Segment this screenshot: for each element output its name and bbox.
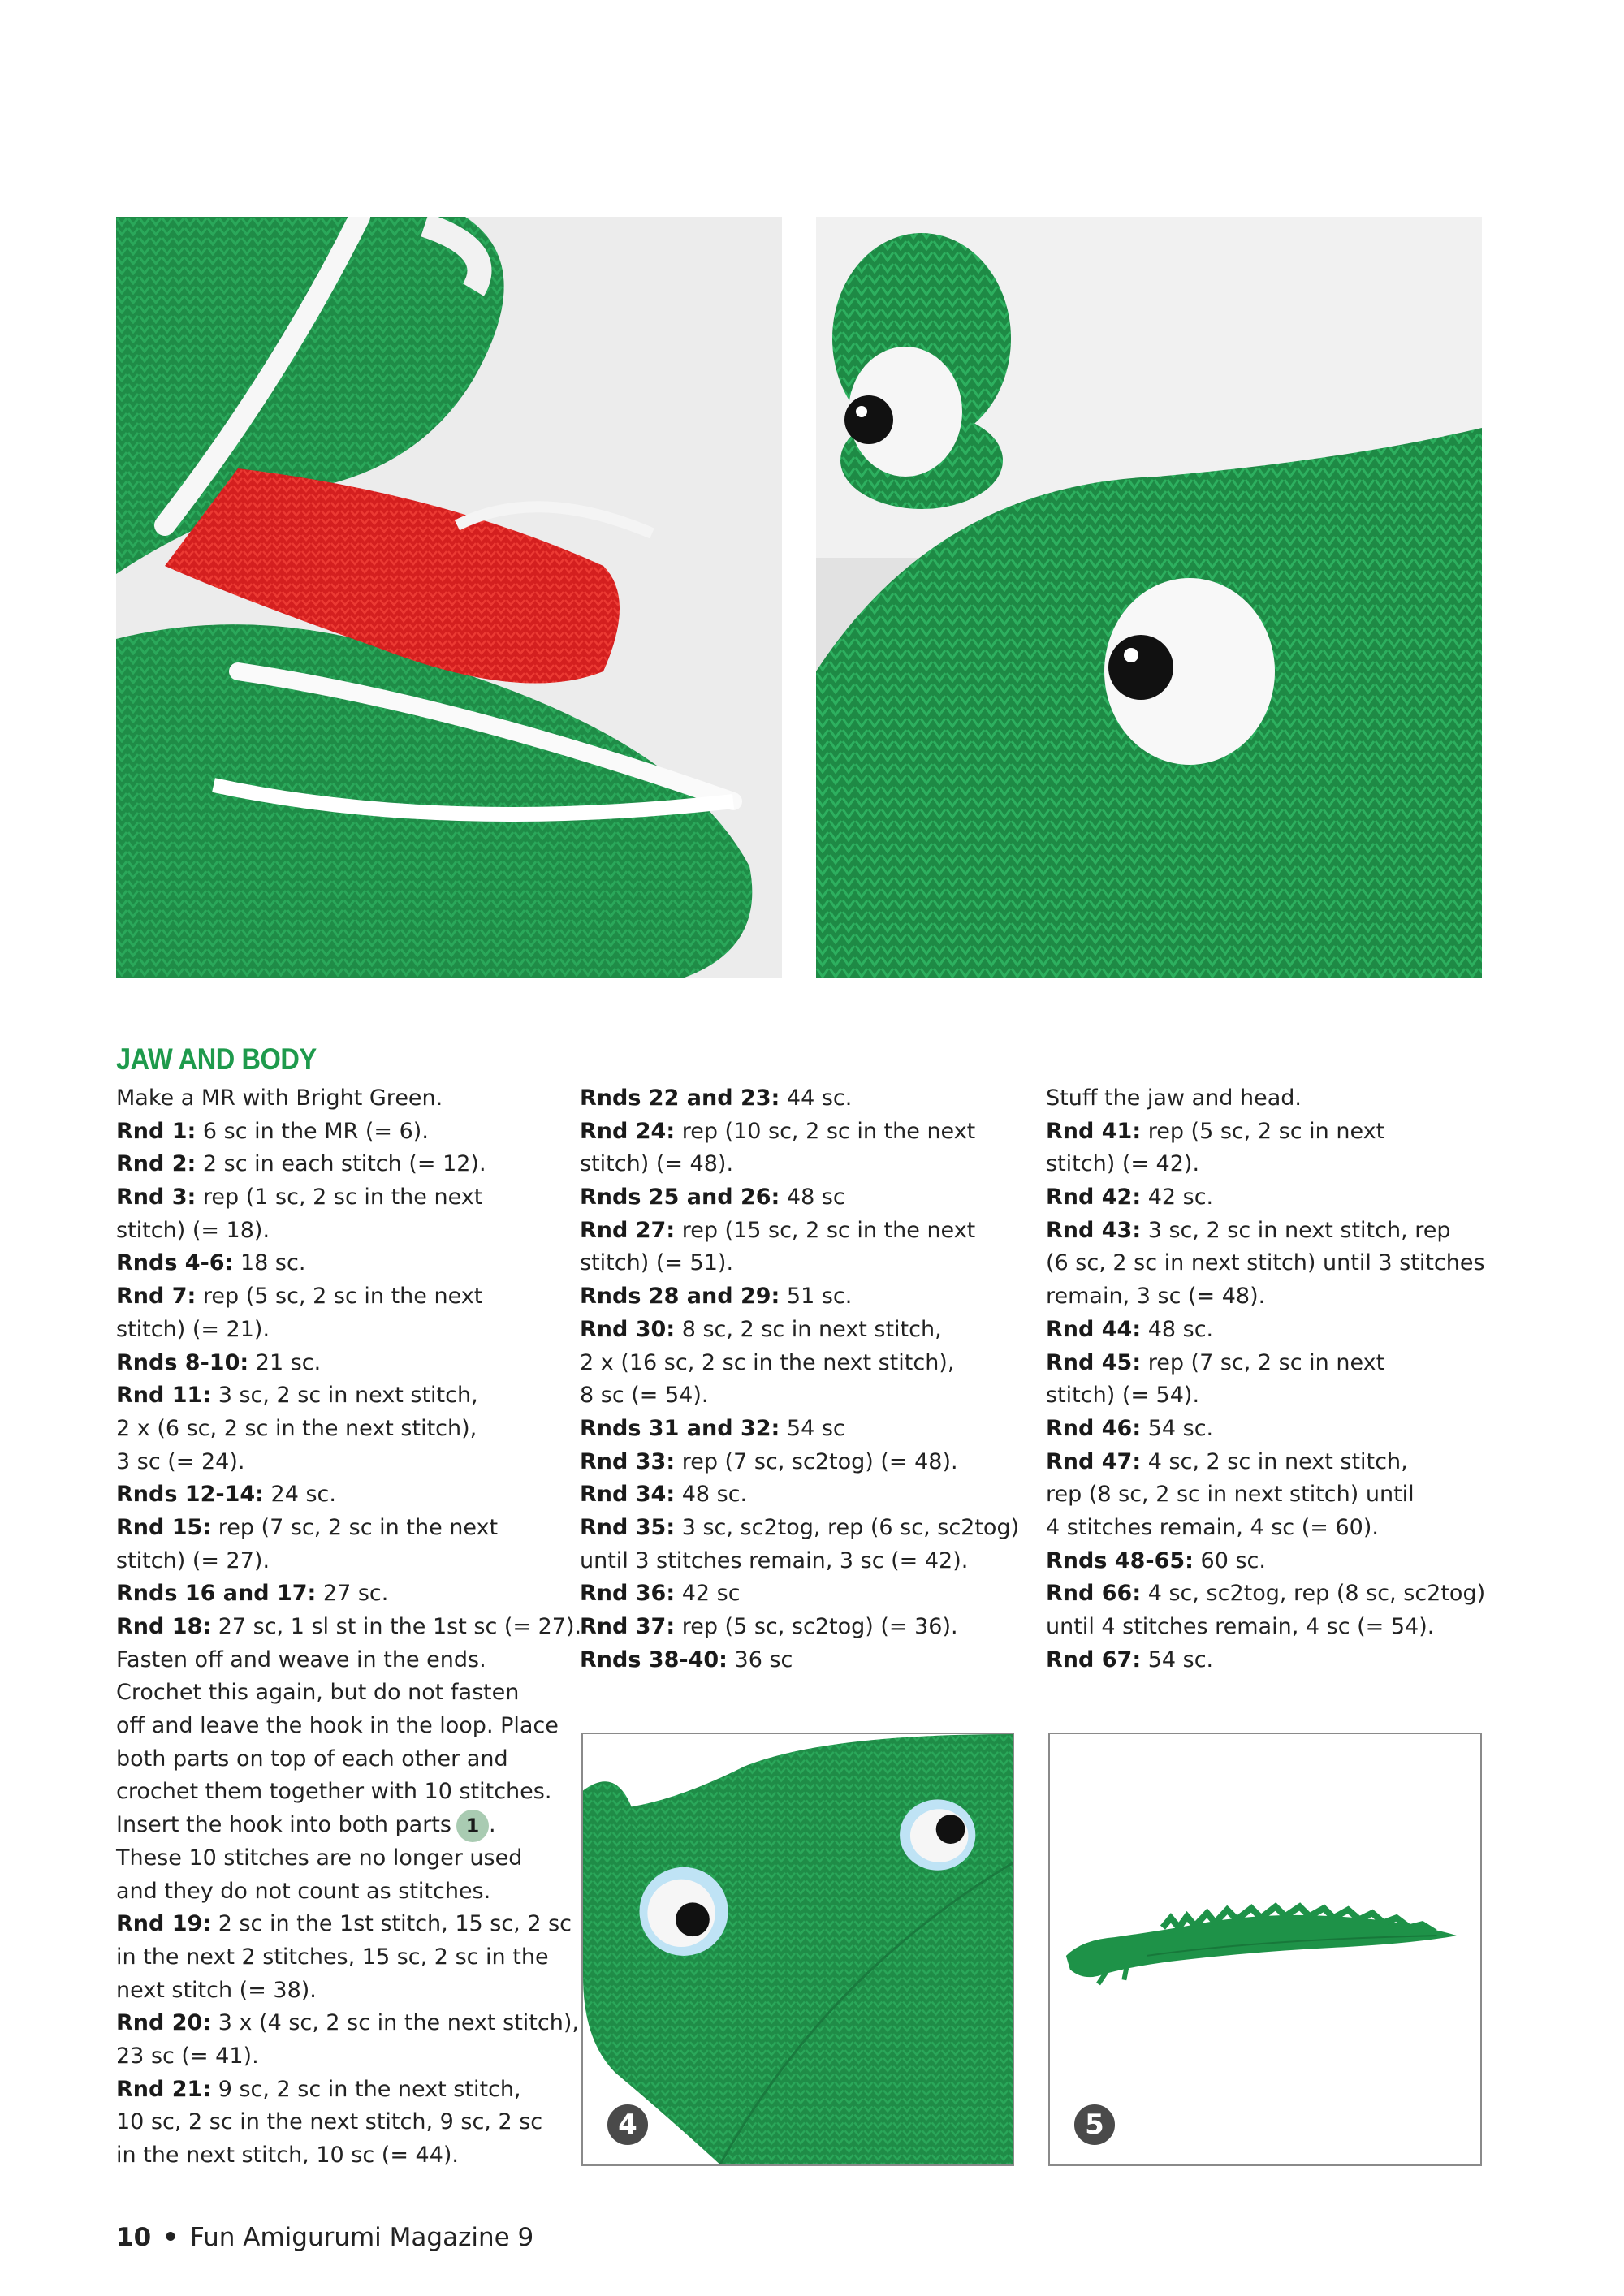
round-label: Rnd 36: xyxy=(580,1581,676,1607)
round-label: Rnds 31 and 32: xyxy=(580,1415,780,1441)
round-label: Rnd 27: xyxy=(580,1217,676,1243)
instruction-text: 54 sc. xyxy=(1141,1415,1214,1441)
round-label: Rnd 41: xyxy=(1046,1118,1142,1144)
instruction-text: stitch) (= 21). xyxy=(116,1316,270,1342)
page-footer xyxy=(116,2223,533,2252)
instruction-text: rep (7 sc, 2 sc in next xyxy=(1141,1349,1385,1375)
instruction-text: 4 stitches remain, 4 sc (= 60). xyxy=(1046,1514,1379,1540)
instruction-line xyxy=(116,1974,555,2008)
instruction-line xyxy=(580,1446,1018,1479)
instruction-text: stitch) (= 48). xyxy=(580,1151,734,1177)
instruction-line xyxy=(580,1181,1018,1215)
step-1-badge: 1 xyxy=(456,1810,489,1842)
instruction-text: rep (10 sc, 2 sc in the next xyxy=(675,1118,976,1144)
instruction-text: next stitch (= 38). xyxy=(116,1977,317,2003)
instruction-line xyxy=(1046,1644,1501,1677)
round-label: Rnd 37: xyxy=(580,1614,676,1639)
round-label: Rnds 28 and 29: xyxy=(580,1284,780,1310)
instruction-text: rep (5 sc, 2 sc in the next xyxy=(196,1284,483,1310)
instruction-text: both parts on top of each other and xyxy=(116,1746,508,1772)
instruction-text: 21 sc. xyxy=(248,1349,322,1375)
instructions-column-1 xyxy=(116,1082,582,2173)
instruction-line xyxy=(116,1181,555,1215)
round-label: Rnd 34: xyxy=(580,1482,676,1508)
instruction-text: remain, 3 sc (= 48). xyxy=(1046,1284,1266,1310)
instruction-text: 8 sc (= 54). xyxy=(580,1383,709,1409)
page-number: 10 xyxy=(116,2223,152,2252)
round-label: Rnd 19: xyxy=(116,1911,212,1937)
instruction-line xyxy=(580,1577,1018,1611)
round-label: Rnds 16 and 17: xyxy=(116,1581,317,1607)
instruction-line xyxy=(116,1710,559,1743)
instruction-line xyxy=(1046,1082,1501,1116)
instruction-line xyxy=(116,1842,555,1875)
instruction-line xyxy=(116,2040,555,2074)
instruction-text: 8 sc, 2 sc in next stitch, xyxy=(675,1316,942,1342)
round-label: Rnd 42: xyxy=(1046,1185,1142,1211)
instruction-line xyxy=(1046,1446,1501,1479)
instruction-line xyxy=(116,1941,555,1974)
instruction-line xyxy=(580,1347,1018,1380)
round-label: Rnd 30: xyxy=(580,1316,676,1342)
instruction-text: 42 sc. xyxy=(1141,1185,1214,1211)
instruction-text: rep (5 sc, sc2tog) (= 36). xyxy=(675,1614,958,1639)
round-label: Rnd 66: xyxy=(1046,1581,1142,1607)
round-label: Rnd 15: xyxy=(116,1514,212,1540)
instruction-line xyxy=(116,1545,555,1578)
round-label: Rnd 67: xyxy=(1046,1646,1142,1672)
instruction-line xyxy=(116,1446,555,1479)
round-label: Rnds 38-40: xyxy=(580,1646,728,1672)
instruction-line xyxy=(580,1611,1018,1644)
instruction-line xyxy=(116,1577,555,1611)
instruction-line xyxy=(580,1215,1018,1248)
instruction-line xyxy=(1046,1347,1501,1380)
instruction-line xyxy=(580,1082,1018,1116)
instruction-line xyxy=(116,1413,555,1446)
instruction-text: 3 sc, 2 sc in next stitch, xyxy=(211,1383,478,1409)
instruction-text: 23 sc (= 41). xyxy=(116,2043,259,2069)
round-label: Rnd 33: xyxy=(580,1448,676,1474)
instruction-text: 10 sc, 2 sc in the next stitch, 9 sc, 2 sc xyxy=(116,2109,543,2135)
instruction-line xyxy=(1046,1181,1501,1215)
round-label: Rnd 21: xyxy=(116,2076,212,2102)
instruction-line xyxy=(1046,1611,1501,1644)
instruction-text: Fasten off and weave in the ends. xyxy=(116,1646,486,1672)
instruction-text: 2 sc in each stitch (= 12). xyxy=(196,1151,486,1177)
instruction-line xyxy=(1046,1116,1501,1149)
instruction-line xyxy=(580,1379,1018,1413)
instruction-text: 48 sc xyxy=(780,1185,845,1211)
instructions-column-2 xyxy=(580,1082,1018,1677)
crocodile-body-illustration xyxy=(1050,1734,1480,2164)
instruction-line xyxy=(580,1644,1018,1677)
instruction-text: 48 sc. xyxy=(1141,1316,1214,1342)
instruction-line xyxy=(580,1512,1018,1545)
instruction-text: (6 sc, 2 sc in next stitch) until 3 stitches xyxy=(1046,1250,1485,1276)
instruction-line xyxy=(1046,1545,1501,1578)
instruction-text: in the next 2 stitches, 15 sc, 2 sc in the xyxy=(116,1944,549,1970)
instruction-line xyxy=(580,1116,1018,1149)
section-heading: JAW AND BODY xyxy=(116,1042,317,1076)
round-label: Rnd 47: xyxy=(1046,1448,1142,1474)
step-5-badge: 5 xyxy=(1071,2101,1118,2148)
instruction-text: rep (1 sc, 2 sc in the next xyxy=(196,1185,483,1211)
instruction-text: crochet them together with 10 stitches. xyxy=(116,1779,552,1805)
instruction-line xyxy=(116,2106,555,2139)
instruction-text: 54 sc. xyxy=(1141,1646,1214,1672)
instruction-line xyxy=(580,1545,1018,1578)
instruction-line xyxy=(1046,1379,1501,1413)
instruction-line xyxy=(116,1347,555,1380)
instruction-text: 27 sc, 1 sl st in the 1st sc (= 27). xyxy=(211,1614,582,1639)
instruction-text: rep (8 sc, 2 sc in next stitch) until xyxy=(1046,1482,1415,1508)
instruction-line xyxy=(1046,1512,1501,1545)
instruction-line xyxy=(116,1875,555,1909)
round-label: Rnd 18: xyxy=(116,1614,212,1639)
instruction-line xyxy=(116,1512,555,1545)
instruction-text: 60 sc. xyxy=(1193,1547,1266,1573)
round-label: Rnd 20: xyxy=(116,2010,212,2036)
round-label: Rnd 35: xyxy=(580,1514,676,1540)
instruction-line xyxy=(116,2074,555,2107)
instruction-text: 3 sc, sc2tog, rep (6 sc, sc2tog) xyxy=(675,1514,1020,1540)
crocodile-head-illustration xyxy=(583,1734,1013,2164)
instruction-text: 44 sc. xyxy=(780,1085,853,1111)
instruction-line xyxy=(580,1478,1018,1512)
instruction-text: rep (7 sc, sc2tog) (= 48). xyxy=(675,1448,958,1474)
instruction-line xyxy=(116,1776,555,1809)
instruction-line xyxy=(580,1148,1018,1181)
instruction-text: These 10 stitches are no longer used xyxy=(116,1845,523,1871)
instruction-line xyxy=(1046,1280,1501,1314)
instruction-text: 24 sc. xyxy=(263,1482,336,1508)
round-label: Rnd 7: xyxy=(116,1284,197,1310)
crocodile-eyes-illustration xyxy=(816,217,1482,978)
instruction-line xyxy=(1046,1215,1501,1248)
instruction-text: stitch) (= 27). xyxy=(116,1547,270,1573)
instruction-text: 4 sc, 2 sc in next stitch, xyxy=(1141,1448,1408,1474)
instruction-text: 42 sc xyxy=(675,1581,741,1607)
round-label: Rnds 4-6: xyxy=(116,1250,234,1276)
step-4-badge: 4 xyxy=(604,2101,651,2148)
instruction-text: off and leave the hook in the loop. Place xyxy=(116,1713,559,1739)
instruction-line xyxy=(1046,1577,1501,1611)
instruction-text: 27 sc. xyxy=(316,1581,389,1607)
instruction-line xyxy=(116,1611,582,1644)
round-label: Rnd 3: xyxy=(116,1185,197,1211)
instruction-line xyxy=(116,1247,555,1280)
round-label: Rnd 24: xyxy=(580,1118,676,1144)
round-label: Rnds 25 and 26: xyxy=(580,1185,780,1211)
round-label: Rnd 45: xyxy=(1046,1349,1142,1375)
instruction-text: Crochet this again, but do not fasten xyxy=(116,1680,520,1706)
round-label: Rnd 2: xyxy=(116,1151,197,1177)
round-label: Rnds 8-10: xyxy=(116,1349,249,1375)
instruction-text-after: . xyxy=(488,1812,496,1838)
instruction-line xyxy=(580,1280,1018,1314)
instruction-line xyxy=(1046,1148,1501,1181)
instruction-text: 2 x (16 sc, 2 sc in the next stitch), xyxy=(580,1349,955,1375)
instruction-text: 6 sc in the MR (= 6). xyxy=(196,1118,429,1144)
instruction-line xyxy=(1046,1478,1501,1512)
instruction-text: stitch) (= 51). xyxy=(580,1250,734,1276)
instruction-text: 54 sc xyxy=(780,1415,845,1441)
photo-crocodile-eyes xyxy=(816,217,1482,978)
instruction-text: stitch) (= 54). xyxy=(1046,1383,1200,1409)
instruction-line xyxy=(116,1478,555,1512)
instruction-text: until 4 stitches remain, 4 sc (= 54). xyxy=(1046,1614,1435,1639)
instruction-text: 51 sc. xyxy=(780,1284,853,1310)
instruction-line xyxy=(116,1809,555,1842)
instruction-text: stitch) (= 18). xyxy=(116,1217,270,1243)
footer-separator: • xyxy=(162,2223,179,2252)
instruction-text: Insert the hook into both parts xyxy=(116,1812,451,1838)
round-label: Rnd 44: xyxy=(1046,1316,1142,1342)
instruction-line xyxy=(1046,1413,1501,1446)
instruction-text: 48 sc. xyxy=(675,1482,748,1508)
instruction-line xyxy=(116,1280,555,1314)
instruction-text: 3 x (4 sc, 2 sc in the next stitch), xyxy=(211,2010,579,2036)
photo-crocodile-mouth xyxy=(116,217,782,978)
instruction-text: 2 sc in the 1st stitch, 15 sc, 2 sc xyxy=(211,1911,572,1937)
instruction-text: until 3 stitches remain, 3 sc (= 42). xyxy=(580,1547,969,1573)
instruction-text: 3 sc (= 24). xyxy=(116,1448,245,1474)
instruction-text: and they do not count as stitches. xyxy=(116,1878,491,1904)
instruction-line xyxy=(116,1082,555,1116)
photo-step-4 xyxy=(581,1733,1014,2166)
crocodile-mouth-illustration xyxy=(116,217,782,978)
instruction-line xyxy=(580,1314,1018,1347)
round-label: Rnd 11: xyxy=(116,1383,212,1409)
instruction-text: Make a MR with Bright Green. xyxy=(116,1085,443,1111)
instruction-line xyxy=(116,1743,555,1776)
publication-name: Fun Amigurumi Magazine 9 xyxy=(189,2223,534,2252)
instruction-line xyxy=(116,1116,555,1149)
instruction-text: Stuff the jaw and head. xyxy=(1046,1085,1302,1111)
round-label: Rnds 22 and 23: xyxy=(580,1085,780,1111)
instruction-line xyxy=(116,1644,555,1677)
instruction-line xyxy=(116,1215,555,1248)
instruction-line xyxy=(1046,1247,1501,1280)
instruction-text: 3 sc, 2 sc in next stitch, rep xyxy=(1141,1217,1451,1243)
round-label: Rnd 43: xyxy=(1046,1217,1142,1243)
instructions-column-3 xyxy=(1046,1082,1501,1677)
instruction-line xyxy=(1046,1314,1501,1347)
instruction-text: 18 sc. xyxy=(233,1250,306,1276)
photo-step-5 xyxy=(1048,1733,1482,2166)
instruction-line xyxy=(116,2007,579,2040)
instruction-line xyxy=(116,1677,555,1710)
instruction-text: 2 x (6 sc, 2 sc in the next stitch), xyxy=(116,1415,477,1441)
instruction-line xyxy=(116,1314,555,1347)
instruction-line xyxy=(580,1247,1018,1280)
instruction-text: stitch) (= 42). xyxy=(1046,1151,1200,1177)
round-label: Rnd 46: xyxy=(1046,1415,1142,1441)
instruction-text: rep (7 sc, 2 sc in the next xyxy=(211,1514,499,1540)
instruction-line xyxy=(116,1148,555,1181)
instruction-text: rep (15 sc, 2 sc in the next xyxy=(675,1217,976,1243)
instruction-text: in the next stitch, 10 sc (= 44). xyxy=(116,2143,459,2168)
round-label: Rnd 1: xyxy=(116,1118,197,1144)
instruction-line xyxy=(116,2139,555,2173)
instruction-line xyxy=(116,1908,572,1941)
round-label: Rnds 12-14: xyxy=(116,1482,264,1508)
instruction-text: 4 sc, sc2tog, rep (8 sc, sc2tog) xyxy=(1141,1581,1486,1607)
instruction-text: 9 sc, 2 sc in the next stitch, xyxy=(211,2076,521,2102)
instruction-line xyxy=(116,1379,555,1413)
instruction-text: 36 sc xyxy=(727,1646,793,1672)
round-label: Rnds 48-65: xyxy=(1046,1547,1194,1573)
instruction-line xyxy=(580,1413,1018,1446)
instruction-text: rep (5 sc, 2 sc in next xyxy=(1141,1118,1385,1144)
